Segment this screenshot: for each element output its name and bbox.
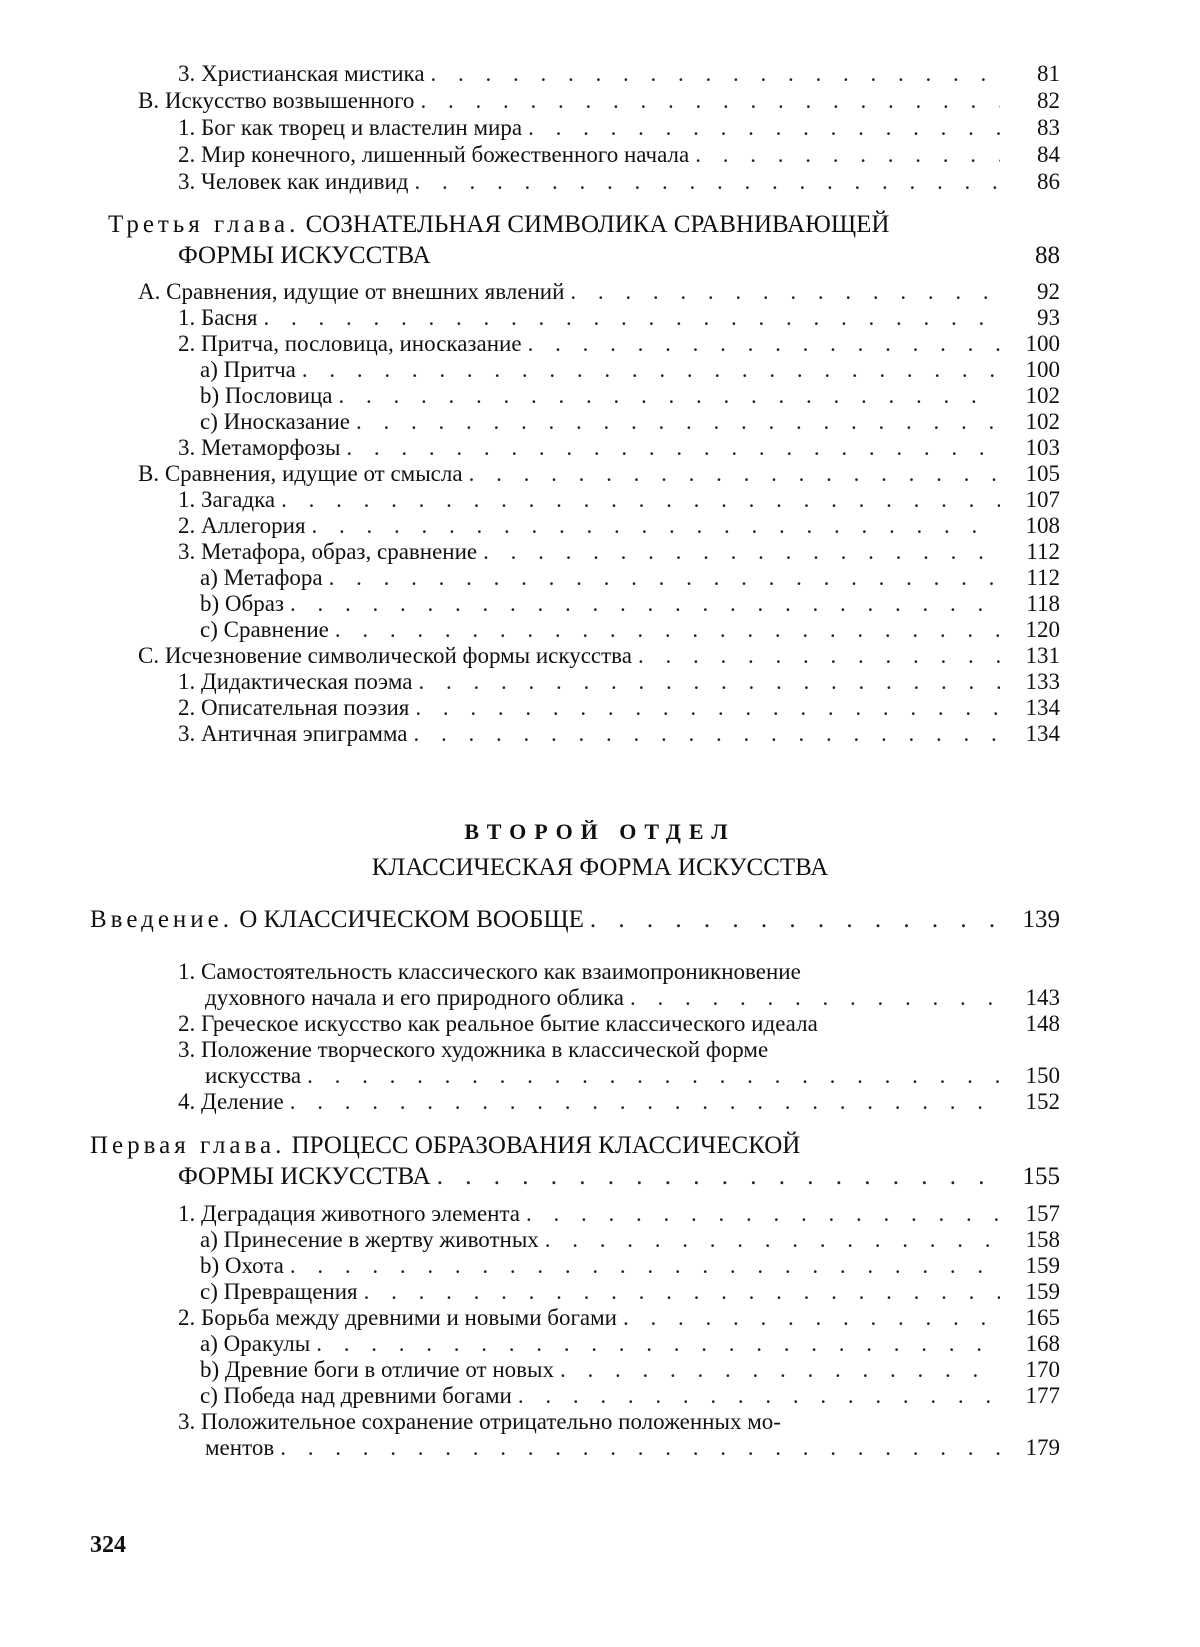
toc-entry (178, 694, 1060, 721)
entry-label: 3. Метаморфозы (178, 435, 341, 460)
entry-label: B. Сравнения, идущие от смысла (138, 461, 463, 486)
chapter-title: ФОРМЫ ИСКУССТВА (178, 242, 431, 269)
toc-entry (138, 642, 1060, 669)
chapter-heading-line2 (178, 1163, 1060, 1190)
toc-entry (205, 984, 1060, 1011)
entry-label: c) Сравнение (200, 617, 329, 642)
entry-label: ментов (205, 1435, 275, 1460)
entry-label: 2. Греческое искусство как реальное бытие классического идеала (178, 1011, 818, 1036)
chapter-title: ФОРМЫ ИСКУССТВА (178, 1163, 431, 1190)
toc-entry (178, 1200, 1060, 1227)
page-number: 324 (90, 1532, 126, 1558)
entry-page: 105 (1025, 461, 1060, 486)
entry-label: b) Охота (200, 1253, 284, 1278)
entry-label: B. Искусство возвышенного (138, 88, 415, 113)
entry-label: 1. Деградация животного элемента (178, 1201, 521, 1226)
part-label: ВТОРОЙ ОТДЕЛ (464, 819, 736, 844)
entry-page: 170 (1025, 1357, 1060, 1382)
entry-page: 133 (1025, 669, 1060, 694)
toc-entry (178, 168, 1060, 195)
toc-entry (200, 564, 1060, 591)
entry-label: b) Образ (200, 591, 285, 616)
toc-entry (205, 1434, 1060, 1461)
entry-page: 148 (1025, 1011, 1060, 1036)
entry-label: 2. Мир конечного, лишенный божественного начала (178, 142, 690, 167)
entry-label: 1. Бог как творец и властелин мира (178, 115, 523, 140)
toc-entry (178, 60, 1060, 87)
toc-entry (178, 668, 1060, 695)
toc-entry (200, 1330, 1060, 1357)
entry-page: 159 (1025, 1253, 1060, 1278)
entry-page: 83 (1037, 115, 1060, 140)
toc-entry (200, 1356, 1060, 1383)
toc-entry (178, 434, 1060, 461)
entry-label: 1. Басня (178, 305, 258, 330)
entry-page: 88 (1035, 242, 1060, 269)
entry-page: 86 (1037, 169, 1060, 194)
entry-page: 159 (1025, 1279, 1060, 1304)
entry-label: 3. Человек как индивид (178, 169, 409, 194)
entry-page: 134 (1025, 721, 1060, 746)
entry-label: a) Метафора (200, 565, 323, 590)
intro-title: О КЛАССИЧЕСКОМ ВООБЩЕ (239, 906, 584, 933)
entry-page: 177 (1025, 1383, 1060, 1408)
entry-page: 112 (1026, 565, 1060, 590)
toc-entry (205, 1062, 1060, 1089)
entry-label: a) Принесение в жертву животных (200, 1227, 539, 1252)
toc-entry (138, 278, 1060, 305)
intro-heading (90, 905, 1060, 935)
toc-entry (178, 141, 1060, 168)
entry-page: 157 (1025, 1201, 1060, 1226)
toc-entry (178, 1010, 1060, 1037)
entry-page: 84 (1037, 142, 1060, 167)
entry-label: духовного начала и его природного облика (205, 985, 625, 1010)
entry-page: 93 (1037, 305, 1060, 330)
toc-entry (200, 1252, 1060, 1279)
toc-entry (178, 486, 1060, 513)
entry-label: 3. Античная эпиграмма (178, 721, 408, 746)
entry-page: 131 (1025, 643, 1060, 668)
entry-label: 1. Загадка (178, 487, 276, 512)
entry-page: 168 (1025, 1331, 1060, 1356)
part-title: КЛАССИЧЕСКАЯ ФОРМА ИСКУССТВА (371, 854, 829, 881)
entry-page: 112 (1026, 539, 1060, 564)
toc-entry (200, 616, 1060, 643)
chapter-prefix: Первая глава. (90, 1132, 286, 1159)
toc-entry-line: 3. Положительное сохранение отрицательно положенных мо- (178, 1409, 781, 1434)
entry-page: 179 (1025, 1435, 1060, 1460)
entry-page: 82 (1037, 88, 1060, 113)
entry-label: a) Притча (200, 357, 296, 382)
entry-label: C. Исчезновение символической формы искусства (138, 643, 632, 668)
entry-label: 2. Описательная поэзия (178, 695, 410, 720)
toc-entry (178, 1304, 1060, 1331)
entry-page: 107 (1025, 487, 1060, 512)
entry-page: 165 (1025, 1305, 1060, 1330)
chapter-heading (108, 210, 889, 240)
entry-page: 143 (1025, 985, 1060, 1010)
entry-label: 2. Борьба между древними и новыми богами (178, 1305, 617, 1330)
entry-label: a) Оракулы (200, 1331, 311, 1356)
toc-entry (200, 1382, 1060, 1409)
toc-entry (178, 304, 1060, 331)
toc-entry (200, 1278, 1060, 1305)
entry-page: 155 (1022, 1163, 1060, 1190)
toc-entry (138, 460, 1060, 487)
entry-label: c) Превращения (200, 1279, 358, 1304)
entry-page: 108 (1025, 513, 1060, 538)
toc-entry (138, 87, 1060, 114)
entry-label: c) Иносказание (200, 409, 350, 434)
entry-label: искусства (205, 1063, 302, 1088)
entry-label: 4. Деление (178, 1089, 284, 1114)
toc-entry (200, 408, 1060, 435)
toc-entry (178, 330, 1060, 357)
toc-entry (200, 382, 1060, 409)
entry-label: A. Сравнения, идущие от внешних явлений (138, 279, 565, 304)
chapter-title: СОЗНАТЕЛЬНАЯ СИМВОЛИКА СРАВНИВАЮЩЕЙ (305, 211, 890, 238)
toc-entry (200, 356, 1060, 383)
entry-page: 100 (1025, 331, 1060, 356)
toc-entry (178, 720, 1060, 747)
toc-entry (178, 1088, 1060, 1115)
entry-page: 92 (1037, 279, 1060, 304)
entry-label: b) Пословица (200, 383, 333, 408)
entry-label: 2. Аллегория (178, 513, 306, 538)
entry-page: 139 (1022, 906, 1060, 933)
entry-page: 152 (1025, 1089, 1060, 1114)
entry-page: 120 (1025, 617, 1060, 642)
entry-label: c) Победа над древними богами (200, 1383, 512, 1408)
entry-label: 1. Дидактическая поэма (178, 669, 413, 694)
toc-entry (178, 114, 1060, 141)
toc-entry (200, 1226, 1060, 1253)
entry-label: 3. Христианская мистика (178, 61, 425, 86)
entry-page: 150 (1025, 1063, 1060, 1088)
intro-prefix: Введение. (90, 906, 234, 933)
entry-page: 158 (1025, 1227, 1060, 1252)
intro-item-line: 3. Положение творческого художника в классической форме (178, 1037, 769, 1062)
chapter-title: ПРОЦЕСС ОБРАЗОВАНИЯ КЛАССИЧЕСКОЙ (291, 1132, 801, 1159)
entry-page: 134 (1025, 695, 1060, 720)
intro-item-line: 1. Самостоятельность классического как взаимопроникновение (178, 959, 801, 984)
toc-entry (178, 512, 1060, 539)
chapter-heading-line2 (178, 242, 1060, 269)
entry-page: 100 (1025, 357, 1060, 382)
entry-label: b) Древние боги в отличие от новых (200, 1357, 554, 1382)
entry-label: 2. Притча, пословица, иносказание (178, 331, 522, 356)
entry-page: 102 (1025, 409, 1060, 434)
chapter-heading (90, 1131, 800, 1161)
toc-entry (200, 590, 1060, 617)
entry-page: 103 (1025, 435, 1060, 460)
entry-page: 118 (1026, 591, 1060, 616)
entry-label: 3. Метафора, образ, сравнение (178, 539, 478, 564)
entry-page: 81 (1037, 61, 1060, 86)
entry-page: 102 (1025, 383, 1060, 408)
toc-entry (178, 538, 1060, 565)
chapter-prefix: Третья глава. (108, 211, 300, 238)
